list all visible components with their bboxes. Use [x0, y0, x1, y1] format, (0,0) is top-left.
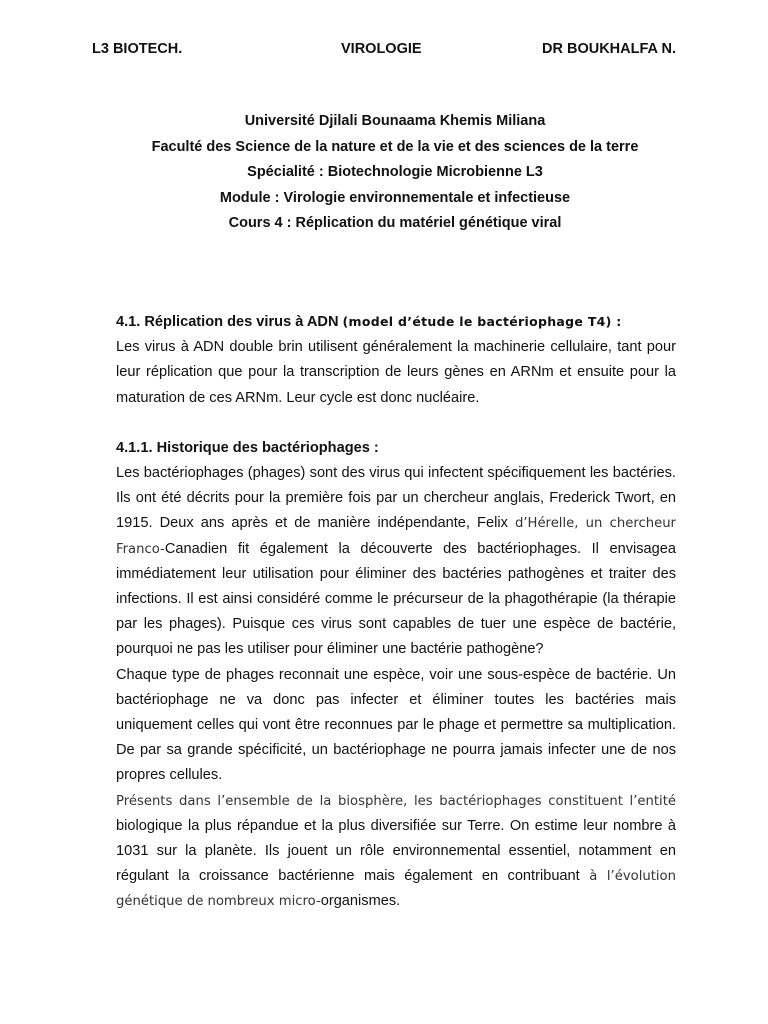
- section-heading-4-1-1: 4.1.1. Historique des bactériophages :: [116, 439, 379, 456]
- paragraph-text: biologique la plus répandue et la plus diversifiée sur Terre. On estime leur nombre à 1031 sur la planète. Ils jouent un rôle environnemental essentiel, notamment en régulant la croissance bactérienne mais également en contribuant: [116, 817, 676, 885]
- specialty: Spécialité : Biotechnologie Microbienne L3: [247, 164, 543, 180]
- section-4-1-paragraph: Les virus à ADN double brin utilisent généralement la machinerie cellulaire, tant pour leur réplication que pour la transcription de leurs gènes en ARNm et ensuite pour la maturation de ces ARNm. Leur cycle est donc nucléaire.: [116, 339, 676, 406]
- faculty-name: Faculté des Science de la nature et de la vie et des sciences de la terre: [151, 138, 639, 155]
- header-subject: VIROLOGIE: [341, 41, 422, 57]
- spacer: [116, 411, 676, 436]
- history-paragraph-3: [116, 789, 676, 915]
- university-name: Université Djilali Bounaama Khemis Miliana: [244, 113, 546, 129]
- history-paragraph-2: Chaque type de phages reconnait une espèce, voir une sous-espèce de bactérie. Un bactériophage ne va donc pas infecter et éliminer toutes les bactéries mais uniquement celles qui vont être reconnues par le phage et permettre sa multiplication. De par sa grande spécificité, un bactériophage ne pourra jamais infecter une de nos propres cellules.: [116, 666, 676, 784]
- section-heading-main: 4.1. Réplication des virus à ADN: [116, 314, 343, 330]
- section-heading-sub: (model d’étude le bactériophage T4) :: [342, 314, 622, 329]
- header-course-level: L3 BIOTECH.: [92, 41, 183, 57]
- course-title: Cours 4 : Réplication du matériel génétique viral: [228, 215, 562, 231]
- title-block: [92, 109, 698, 237]
- paragraph-text-soft: d’Hérelle, un chercheur Franco-: [116, 516, 676, 557]
- paragraph-text: Canadien fit également la découverte des bactériophages. Il envisagea immédiatement leur utilisation pour éliminer des bactéries pathogènes et traiter des infections. Il est ainsi considéré comme le précurseur de la phagothérapie (la thérapie par les phages). Puisque ces virus sont capables de tuer une espèce de bactérie, pourquoi ne pas les utiliser pour éliminer une bactérie pathogène?: [116, 540, 676, 658]
- document-body: [116, 309, 676, 915]
- paragraph-text-soft: à l’évolution génétique de nombreux micro-: [116, 869, 676, 910]
- module-name: Module : Virologie environnementale et infectieuse: [219, 189, 571, 206]
- paragraph-text: organismes.: [320, 893, 401, 910]
- page-header: [92, 41, 676, 61]
- section-heading-4-1: [116, 309, 676, 335]
- paragraph-text: Les bactériophages (phages) sont des virus qui infectent spécifiquement les bactéries. Ils ont été décrits pour la première fois par un chercheur anglais, Frederick Twort, en 1915. Deux ans après et de manière indépendante, Felix: [116, 465, 676, 532]
- history-paragraph-1: [116, 461, 676, 663]
- paragraph-text-soft: Présents dans l’ensemble de la biosphère, les bactériophages constituent l’entité: [116, 793, 676, 809]
- header-author: DR BOUKHALFA N.: [542, 41, 676, 57]
